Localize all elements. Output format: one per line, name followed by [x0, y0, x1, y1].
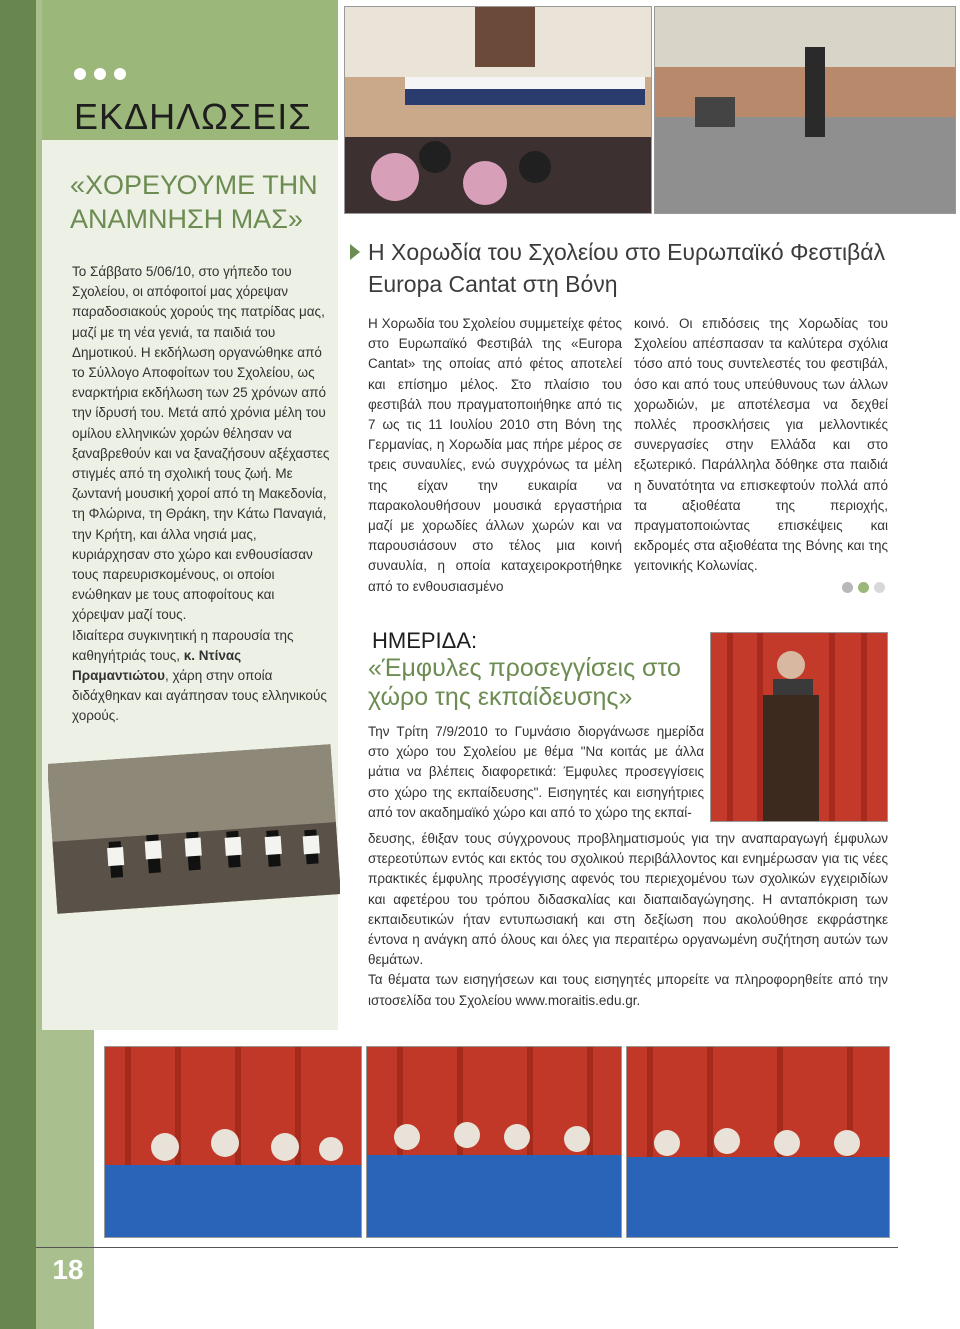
dance-text-main: Το Σάββατο 5/06/10, στο γήπεδο του Σχολείου, οι απόφοιτοί μας χόρεψαν παραδοσιακούς χορούς της πατρίδας μας, μαζί με τη νέα γενιά, τα παιδιά του Δημοτικού. Η εκδήλωση οργανώθηκε από το Σύλλογο Αποφοίτων του Σχολείου, ως εναρκτήρια εκδήλωση των 25 χρόνων από την ίδρυσή του. Μετά από χρόνια μέλη του ομίλου ελληνικών χορών θέλησαν να ξαναβρεθούν και να ξαναζήσουν αξέχαστες στιγμές από τη σχολική τους ζωή. Με ζωντανή μουσική χοροί από τη Μακεδονία, τη Φλώρινα, τη Θράκη, την Κάτω Παναγιά, την Κρήτη, και άλλα νησιά μας, κυριάρχησαν στο χώρο και ενθουσίασαν τους παρευρισκομένους, οι οποίοι ενώθηκαν με τους αποφοίτους και χόρεψαν μαζί τους. [72, 264, 330, 623]
dance-photo [48, 740, 340, 920]
choir-text-col2: κοινό. Οι επιδόσεις της Χορωδίας του Σχολείου απέσπασαν τα καλύτερα σχόλια τόσο από τους συντελεστές του φεστιβάλ, όσο και από τους υπεύθυνους των άλλων χορωδιών, με αποτέλεσμα να δεχθεί πολλές προσκλήσεις για μελλοντικές συνεργασίες στην Ελλάδα και στο εξωτερικό. Παράλληλα δόθηκε στα παιδιά η δυνατότητα να επισκεφτούν πολλά από τα αξιοθέατα της περιοχής, πραγματοποιώντας επισκέψεις και εκδρομές στα αξιοθέατα της Βόνης και της γειτονικής Κολωνίας. [634, 316, 888, 574]
conference-title: «Έμφυλες προσεγγίσεις στο χώρο της εκπαίδευσης» [368, 654, 681, 711]
panel-photo-2 [366, 1046, 622, 1238]
choir-article-title: Η Χορωδία του Σχολείου στο Ευρωπαϊκό Φεστιβάλ Europa Cantat στη Βόνη [368, 239, 886, 297]
page-number: 18 [52, 1254, 84, 1285]
section-title: ΕΚΔΗΛΩΣΕΙΣ [74, 96, 312, 137]
choir-title-arrow-icon [350, 244, 360, 260]
conference-label: ΗΜΕΡΙΔΑ: [372, 628, 478, 653]
speaker-photo [710, 632, 888, 822]
choir-photo-1 [344, 6, 652, 214]
conference-text-upper: Την Τρίτη 7/9/2010 το Γυμνάσιο διοργάνωσε ημερίδα στο χώρο του Σχολείου με θέμα "Να κοιτάς με άλλα μάτια να βλέπεις διαφορετικά: Έμφυλες προσεγγίσεις στο χώρο της εκπαίδευσης". Εισηγητές και εισηγήτριες από τον ακαδημαϊκό χώρο και από το χώρο της εκπαί- [368, 724, 704, 820]
page-edge-stripe [0, 0, 36, 1329]
choir-end-dots [842, 582, 885, 593]
conference-website-text: Τα θέματα των εισηγήσεων και τους εισηγητές μπορείτε να πληροφορηθείτε από την ιστοσελίδα του Σχολείου www.moraitis.edu.gr. [368, 972, 888, 1008]
choir-text-col1: Η Χορωδία του Σχολείου συμμετείχε φέτος στο Ευρωπαϊκό Φεστιβάλ της «Europa Cantat» της οποίας από φέτος αποτελεί και επίσημο μέλος. Στο πλαίσιο του φεστιβάλ που πραγματοποιήθηκε από τις 7 ως τις 11 Ιουλίου 2010 στη Βόνη της Γερμανίας, η Χορωδία μας πήρε μέρος σε τρεις συναυλίες, ενώ συγχρόνως τα μέλη της είχαν την ευκαιρία να παρακολουθήσουν μουσικά εργαστήρια μαζί με χορωδίες άλλων χωρών και να παρουσιάσουν στο τέλος μια κοινή συναυλία, η οποία καταχειροκροτήθηκε από το ενθουσιασμένο [368, 316, 622, 594]
dance-text-teacher: Ιδιαίτερα συγκινητική η παρουσία της καθηγήτριάς τους, [72, 627, 294, 663]
teacher-name: κ. Ντίνας Πραμαντιώτου [72, 647, 242, 684]
header-dots [74, 68, 126, 80]
conference-text-lower: δευσης, έθιξαν τους σύγχρονους προβληματισμούς για την αναπαραγωγή έμφυλων στερεοτύπων εντός και εκτός του σχολικού περιβάλλοντος και ενημέρωσαν για τις νέες πρακτικές έμφυλης προσέγγισης αφενός του περιεχομένου των σχολικών εγχειριδίων και αφετέρου του τρόπου διδασκαλίας και διαπαιδαγώγησης. Η ανταπόκριση των εκπαιδευτικών ήταν εντυπωσιακή και στη δεξίωση που ακολούθησε εκφράστηκε έντονα η ανάγκη από όλους και όλες για περαιτέρω οργανωμένη συζήτηση αυτών των θεμάτων. Τα θέματα των εισηγήσεων και τους εισηγητές μπορείτε να πληροφορηθείτε από την ιστοσελίδα του Σχολείου www.moraitis.edu.gr. [368, 831, 888, 1008]
choir-photo-2 [654, 6, 956, 214]
panel-photo-3 [626, 1046, 890, 1238]
dance-article-title: «ΧΟΡΕΥΟΥΜΕ ΤΗΝ ΑΝΑΜΝΗΣΗ ΜΑΣ» [70, 170, 318, 234]
dance-article-text [72, 262, 330, 727]
dance-text-end: , χάρη στην οποία διδάχθηκαν και αγάπησαν τους ελληνικούς χορούς. [72, 668, 327, 724]
footer-rule [36, 1247, 898, 1248]
panel-photo-1 [104, 1046, 362, 1238]
